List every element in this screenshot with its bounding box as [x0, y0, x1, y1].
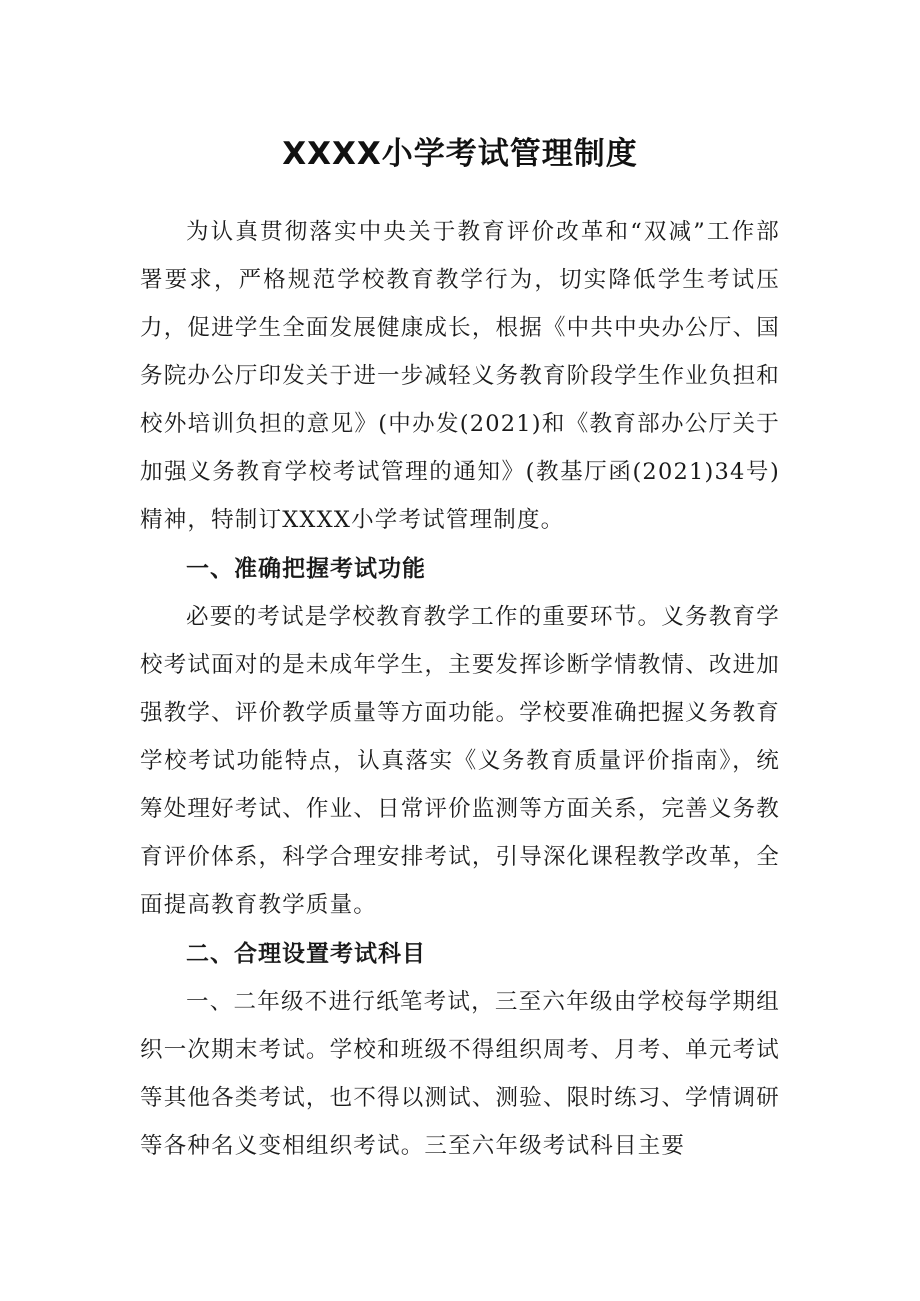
section-body-exam-subjects: 一、二年级不进行纸笔考试，三至六年级由学校每学期组织一次期末考试。学校和班级不得组织周考、月考、单元考试等其他各类考试，也不得以测试、测验、限时练习、学情调研等各种名义变相组织考试。三至六年级考试科目主要	[140, 989, 780, 1159]
intro-paragraph: 为认真贯彻落实中央关于教育评价改革和“双减”工作部署要求，严格规范学校教育教学行为，切实降低学生考试压力，促进学生全面发展健康成长，根据《中共中央办公厅、国务院办公厅印发关于进一步减轻义务教育阶段学生作业负担和校外培训负担的意见》(中办发(2021)和《教育部办公厅关于加强义务教育学校考试管理的通知》(教基厅函(2021)34号)精神，特制订XXXX小学考试管理制度。	[140, 219, 780, 533]
section-heading-exam-function: 一、准确把握考试功能	[186, 556, 426, 582]
section-body-exam-function: 必要的考试是学校教育教学工作的重要环节。义务教育学校考试面对的是未成年学生，主要发挥诊断学情教情、改进加强教学、评价教学质量等方面功能。学校要准确把握义务教育学校考试功能特点，认真落实《义务教育质量评价指南》，统筹处理好考试、作业、日常评价监测等方面关系，完善义务教育评价体系，科学合理安排考试，引导深化课程教学改革，全面提高教育教学质量。	[140, 604, 780, 918]
document-title: XXXX小学考试管理制度	[282, 135, 638, 172]
section-heading-exam-subjects: 二、合理设置考试科目	[186, 941, 426, 967]
